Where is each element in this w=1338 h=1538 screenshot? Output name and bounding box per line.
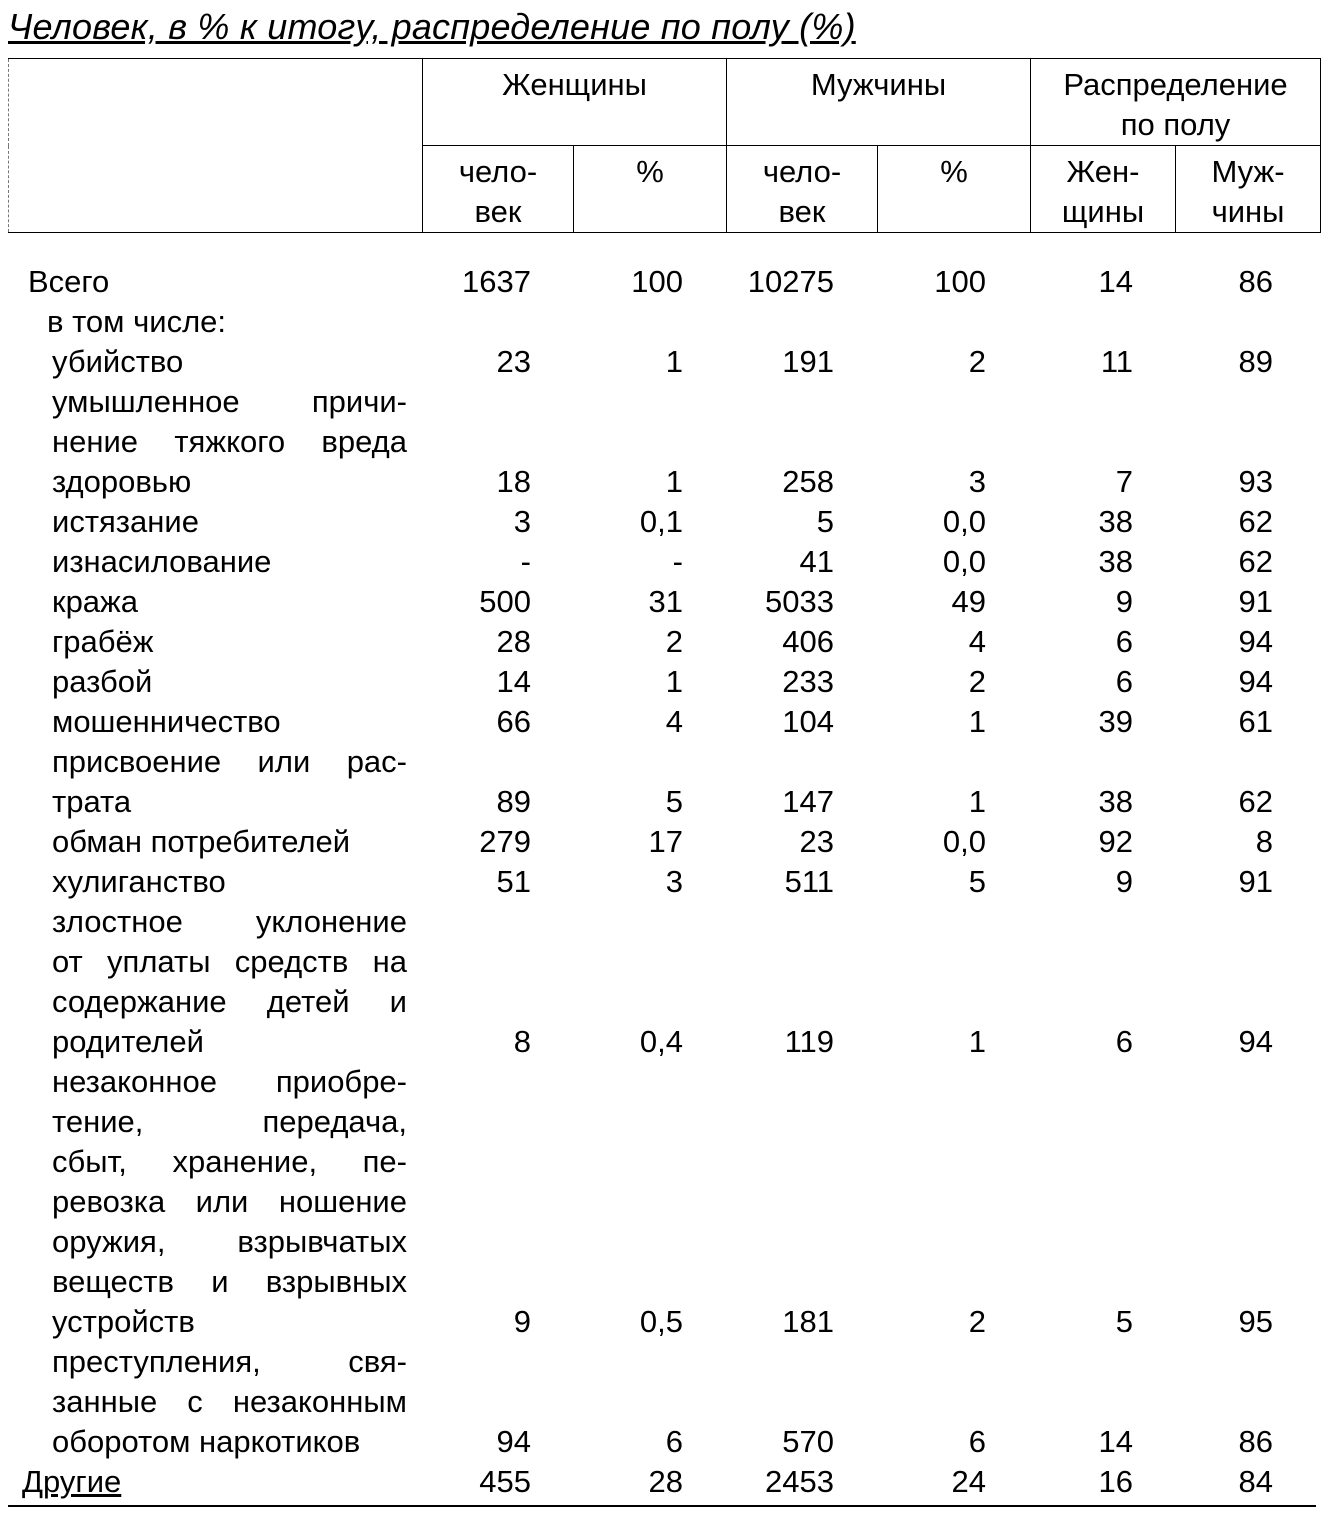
- table-row: [0, 702, 1338, 742]
- header-men-short-line2: чины: [1211, 194, 1285, 229]
- cell-value: 11: [1100, 344, 1133, 379]
- row-label: [52, 702, 281, 742]
- table-row: [0, 342, 1338, 382]
- row-label-line: в том числе:: [47, 304, 227, 339]
- cell-value: 38: [1098, 504, 1133, 539]
- cell-value: 2453: [765, 1464, 834, 1499]
- cell-value: 24: [951, 1464, 986, 1499]
- table-row: [0, 1062, 1338, 1342]
- cell-value: 91: [1238, 584, 1273, 619]
- row-label-line: устройств: [52, 1304, 195, 1339]
- cell-value: 181: [782, 1304, 834, 1339]
- row-label-line: оборотом наркотиков: [52, 1424, 361, 1459]
- row-label-line: кража: [52, 584, 139, 619]
- row-label-line: от уплаты средств на: [52, 944, 407, 979]
- cell-value: 2: [968, 1304, 986, 1339]
- cell-value: 31: [648, 584, 683, 619]
- cell-value: 89: [1238, 344, 1273, 379]
- cell-value: 258: [782, 464, 834, 499]
- cell-value: 94: [1238, 624, 1273, 659]
- row-label-line: изнасилование: [52, 544, 272, 579]
- row-label: [52, 382, 407, 502]
- header-percent-label: %: [940, 154, 968, 189]
- cell-value: 191: [782, 344, 834, 379]
- cell-value: 7: [1115, 464, 1133, 499]
- cell-value: 1: [665, 464, 683, 499]
- header-women-short-line2: щины: [1061, 194, 1145, 229]
- header-women-people: [423, 146, 574, 233]
- row-label-line: тение, передача,: [52, 1104, 407, 1139]
- row-label-line: истязание: [52, 504, 199, 539]
- row-label: [22, 1462, 121, 1502]
- cell-value: 3: [513, 504, 531, 539]
- cell-value: 0,0: [942, 504, 986, 539]
- table-bottom-rule: [8, 1505, 1316, 1507]
- table-title: Человек, в % к итогу, распределение по полу (%): [8, 6, 856, 47]
- cell-value: 6: [1115, 624, 1133, 659]
- table-row: [0, 1462, 1338, 1502]
- row-label-line: оружия, взрывчатых: [52, 1224, 407, 1259]
- cell-value: 0,4: [639, 1024, 683, 1059]
- row-label-line: преступления, свя-: [52, 1344, 407, 1379]
- cell-value: 406: [782, 624, 834, 659]
- row-label: [52, 742, 407, 822]
- cell-value: 100: [934, 264, 986, 299]
- header-dist-men: [1176, 146, 1321, 233]
- cell-value: 38: [1098, 784, 1133, 819]
- cell-value: 5: [816, 504, 834, 539]
- cell-value: 1: [968, 1024, 986, 1059]
- cell-value: 1: [665, 344, 683, 379]
- row-label-line: сбыт, хранение, пе-: [52, 1144, 407, 1179]
- header-men-people: [727, 146, 878, 233]
- table-header: [8, 58, 1321, 233]
- cell-value: 8: [513, 1024, 531, 1059]
- header-distribution-line1: Распределение: [1063, 67, 1288, 102]
- cell-value: 84: [1238, 1464, 1273, 1499]
- row-label-line: умышленное причи-: [52, 384, 407, 419]
- row-label-line: трата: [52, 784, 132, 819]
- table-row: [0, 822, 1338, 862]
- header-men-short-line1: Муж-: [1211, 154, 1285, 189]
- header-people-line1: чело-: [762, 154, 842, 189]
- row-label: [28, 262, 109, 302]
- row-label-line: Другие: [22, 1464, 122, 1499]
- row-label: [52, 342, 183, 382]
- cell-value: 1: [968, 704, 986, 739]
- row-label-line: мошенничество: [52, 704, 281, 739]
- header-people-line2: век: [474, 194, 522, 229]
- header-women-percent: [574, 146, 727, 233]
- table-row: [0, 262, 1338, 302]
- cell-value: 4: [665, 704, 683, 739]
- row-label-line: ревозка или ношение: [52, 1184, 407, 1219]
- row-label: [52, 1342, 407, 1462]
- row-label-line: Всего: [28, 264, 110, 299]
- row-label-line: хулиганство: [52, 864, 226, 899]
- row-label-line: обман потребителей: [52, 824, 351, 859]
- cell-value: 455: [479, 1464, 531, 1499]
- cell-value: 6: [665, 1424, 683, 1459]
- header-women: [423, 59, 727, 146]
- cell-value: 5: [1115, 1304, 1133, 1339]
- header-percent-label: %: [636, 154, 664, 189]
- cell-value: 16: [1098, 1464, 1133, 1499]
- cell-value: 23: [799, 824, 834, 859]
- cell-value: 39: [1098, 704, 1133, 739]
- table-row: [0, 502, 1338, 542]
- cell-value: 92: [1098, 824, 1133, 859]
- row-label-line: содержание детей и: [52, 984, 407, 1019]
- cell-value: 86: [1238, 1424, 1273, 1459]
- cell-value: 3: [665, 864, 683, 899]
- cell-value: 100: [631, 264, 683, 299]
- row-label: [52, 502, 199, 542]
- row-label-line: родителей: [52, 1024, 204, 1059]
- cell-value: 62: [1238, 544, 1273, 579]
- cell-value: 94: [1238, 1024, 1273, 1059]
- cell-value: 9: [1115, 864, 1133, 899]
- row-label: [52, 582, 138, 622]
- header-men-percent: [878, 146, 1031, 233]
- cell-value: 1637: [462, 264, 531, 299]
- cell-value: 9: [513, 1304, 531, 1339]
- row-label-line: злостное уклонение: [52, 904, 407, 939]
- cell-value: 93: [1238, 464, 1273, 499]
- cell-value: 6: [1115, 1024, 1133, 1059]
- row-label: [52, 862, 226, 902]
- cell-value: 500: [479, 584, 531, 619]
- cell-value: 23: [496, 344, 531, 379]
- cell-value: 279: [479, 824, 531, 859]
- table-row: [0, 582, 1338, 622]
- row-label: [47, 302, 226, 342]
- cell-value: 2: [968, 344, 986, 379]
- cell-value: 2: [968, 664, 986, 699]
- header-women-label: Женщины: [502, 67, 647, 102]
- row-label: [52, 542, 271, 582]
- row-label-line: занные с незаконным: [52, 1384, 407, 1419]
- cell-value: 49: [951, 584, 986, 619]
- row-label: [52, 902, 407, 1062]
- cell-value: 95: [1238, 1304, 1273, 1339]
- cell-value: 28: [648, 1464, 683, 1499]
- cell-value: 86: [1238, 264, 1273, 299]
- header-blank-cell: [9, 59, 423, 233]
- cell-value: 61: [1238, 704, 1273, 739]
- cell-value: 0,5: [639, 1304, 683, 1339]
- cell-value: 66: [496, 704, 531, 739]
- table-row: [0, 622, 1338, 662]
- row-label-line: грабёж: [52, 624, 154, 659]
- cell-value: 0,0: [942, 544, 986, 579]
- table-row: [0, 302, 1338, 342]
- cell-value: 94: [1238, 664, 1273, 699]
- header-men-label: Мужчины: [810, 67, 947, 102]
- cell-value: 28: [496, 624, 531, 659]
- cell-value: 94: [496, 1424, 531, 1459]
- cell-value: 511: [784, 864, 834, 899]
- cell-value: 14: [496, 664, 531, 699]
- header-distribution-line2: по полу: [1120, 107, 1231, 142]
- cell-value: 89: [496, 784, 531, 819]
- row-label-line: разбой: [52, 664, 153, 699]
- table-row: [0, 742, 1338, 822]
- cell-value: 147: [782, 784, 834, 819]
- row-label-line: здоровью: [52, 464, 192, 499]
- cell-value: 0,1: [639, 504, 683, 539]
- cell-value: 14: [1098, 264, 1133, 299]
- cell-value: 5: [665, 784, 683, 819]
- cell-value: 6: [968, 1424, 986, 1459]
- cell-value: 5: [968, 864, 986, 899]
- header-dist-women: [1031, 146, 1176, 233]
- cell-value: 6: [1115, 664, 1133, 699]
- cell-value: 14: [1098, 1424, 1133, 1459]
- row-label-line: нение тяжкого вреда: [52, 424, 407, 459]
- cell-value: 91: [1238, 864, 1273, 899]
- row-label: [52, 622, 154, 662]
- table-row: [0, 662, 1338, 702]
- cell-value: 18: [496, 464, 531, 499]
- row-label: [52, 822, 350, 862]
- table-row: [0, 542, 1338, 582]
- cell-value: 2: [665, 624, 683, 659]
- header-men: [727, 59, 1031, 146]
- cell-value: 51: [496, 864, 531, 899]
- cell-value: 0,0: [942, 824, 986, 859]
- row-label-line: присвоение или рас-: [52, 744, 407, 779]
- table-row: [0, 1342, 1338, 1462]
- cell-value: -: [672, 544, 683, 579]
- cell-value: 10275: [747, 264, 834, 299]
- header-people-line2: век: [778, 194, 826, 229]
- table-row: [0, 862, 1338, 902]
- row-label-line: веществ и взрывных: [52, 1264, 407, 1299]
- row-label-line: убийство: [52, 344, 184, 379]
- cell-value: 5033: [765, 584, 834, 619]
- cell-value: 41: [799, 544, 834, 579]
- cell-value: 9: [1115, 584, 1133, 619]
- header-people-line1: чело-: [458, 154, 538, 189]
- cell-value: 17: [648, 824, 683, 859]
- cell-value: 62: [1238, 504, 1273, 539]
- header-distribution: [1031, 59, 1321, 146]
- row-label: [52, 1062, 407, 1342]
- table-row: [0, 902, 1338, 1062]
- cell-value: 104: [782, 704, 834, 739]
- cell-value: -: [520, 544, 531, 579]
- header-women-short-line1: Жен-: [1066, 154, 1140, 189]
- cell-value: 570: [782, 1424, 834, 1459]
- row-label-line: незаконное приобре-: [52, 1064, 407, 1099]
- cell-value: 38: [1098, 544, 1133, 579]
- cell-value: 1: [665, 664, 683, 699]
- row-label: [52, 662, 152, 702]
- table-row: [0, 382, 1338, 502]
- cell-value: 62: [1238, 784, 1273, 819]
- cell-value: 119: [784, 1024, 834, 1059]
- cell-value: 4: [968, 624, 986, 659]
- cell-value: 1: [968, 784, 986, 819]
- cell-value: 3: [968, 464, 986, 499]
- cell-value: 233: [782, 664, 834, 699]
- cell-value: 8: [1255, 824, 1273, 859]
